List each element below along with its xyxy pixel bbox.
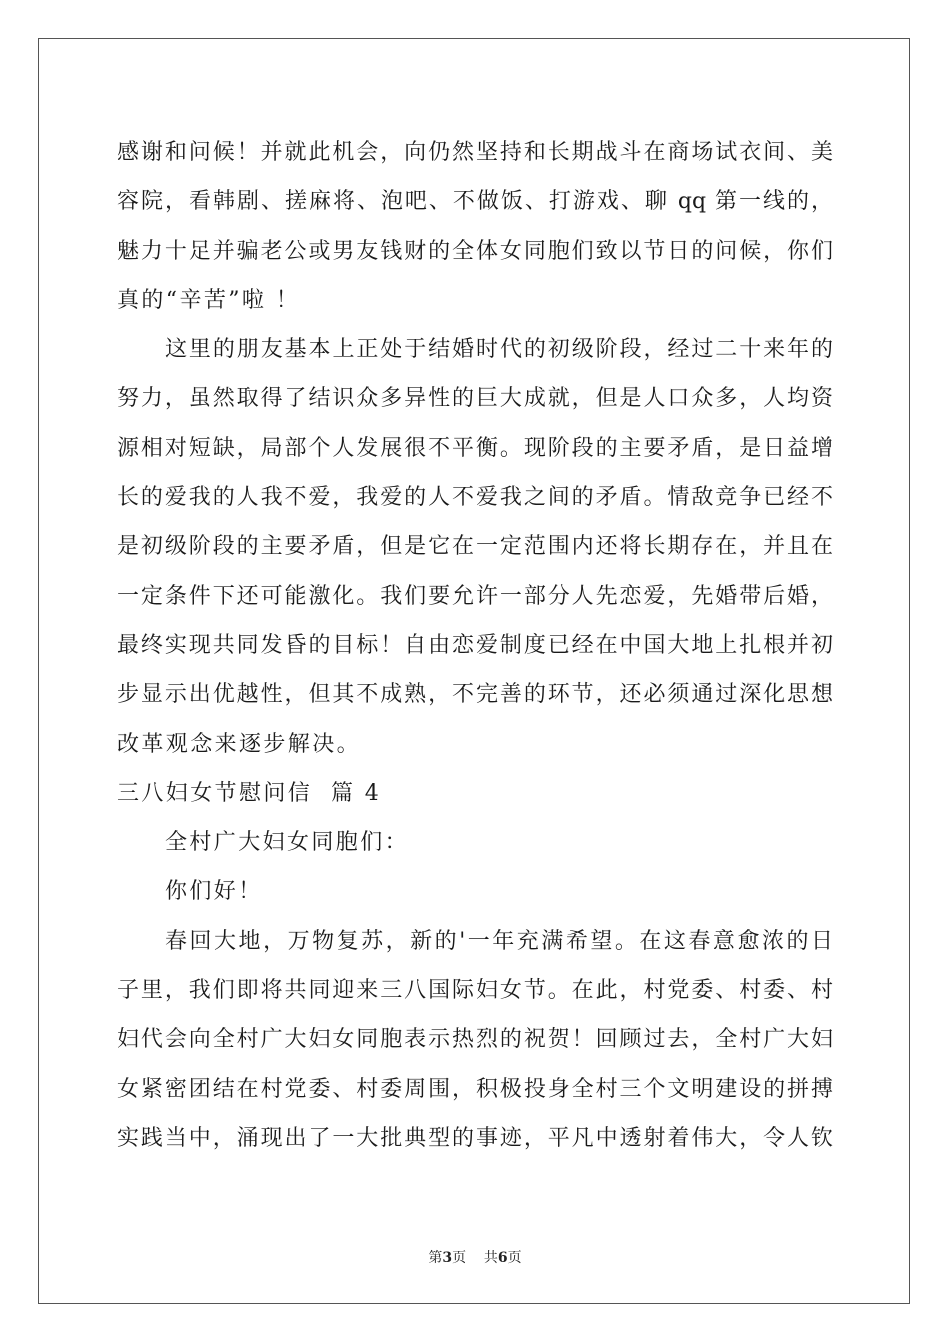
paragraph-line: 这里的朋友基本上正处于结婚时代的初级阶段，经过二十来年的 (165, 337, 833, 363)
paragraph-line: 女紧密团结在村党委、村委周围，积极投身全村三个文明建设的拼搏 (117, 1076, 833, 1102)
paragraph-line: 实践当中，涌现出了一大批典型的事迹，平凡中透射着伟大，令人钦 (117, 1125, 833, 1151)
footer-prefix: 第 (428, 1250, 443, 1266)
greeting: 你们好！ (165, 879, 263, 905)
paragraph-line: 是初级阶段的主要矛盾，但是它在一定范围内还将长期存在，并且在 (117, 534, 833, 560)
footer-mid: 页 共 (452, 1250, 498, 1266)
paragraph-line: 子里，我们即将共同迎来三八国际妇女节。在此，村党委、村委、村 (117, 978, 833, 1004)
paragraph-line: 长的爱我的人我不爱，我爱的人不爱我之间的矛盾。情敌竞争已经不 (117, 485, 833, 511)
paragraph-line: 真的“辛苦”啦 ！ (117, 287, 301, 313)
paragraph-line: 一定条件下还可能激化。我们要允许一部分人先恋爱，先婚带后婚， (117, 583, 833, 609)
page-footer (0, 1247, 950, 1267)
salutation: 全村广大妇女同胞们： (165, 830, 410, 856)
paragraph-line: 源相对短缺，局部个人发展很不平衡。现阶段的主要矛盾，是日益增 (117, 435, 833, 461)
paragraph-line: 改革观念来逐步解决。 (117, 731, 362, 757)
paragraph-line: 魅力十足并骗老公或男友钱财的全体女同胞们致以节日的问候，你们 (117, 238, 833, 264)
section-heading: 三八妇女节慰问信 篇 4 (117, 780, 382, 806)
paragraph-line: 妇代会向全村广大妇女同胞表示热烈的祝贺！回顾过去，全村广大妇 (117, 1027, 833, 1053)
footer-suffix: 页 (507, 1250, 522, 1266)
paragraph-line: 春回大地，万物复苏，新的'一年充满希望。在这春意愈浓的日 (165, 928, 833, 954)
document-body (117, 128, 833, 1163)
paragraph-line: 努力，虽然取得了结识众多异性的巨大成就，但是人口众多，人均资 (117, 386, 833, 412)
paragraph-line: 步显示出优越性，但其不成熟，不完善的环节，还必须通过深化思想 (117, 682, 833, 708)
paragraph-line: 感谢和问候！并就此机会，向仍然坚持和长期战斗在商场试衣间、美 (117, 140, 833, 165)
current-page-number: 3 (442, 1250, 453, 1266)
paragraph-line: 容院，看韩剧、搓麻将、泡吧、不做饭、打游戏、聊 qq 第一线的， (117, 189, 833, 215)
paragraph-line: 最终实现共同发昏的目标！自由恋爱制度已经在中国大地上扎根并初 (117, 632, 833, 658)
total-pages-number: 6 (497, 1250, 508, 1266)
